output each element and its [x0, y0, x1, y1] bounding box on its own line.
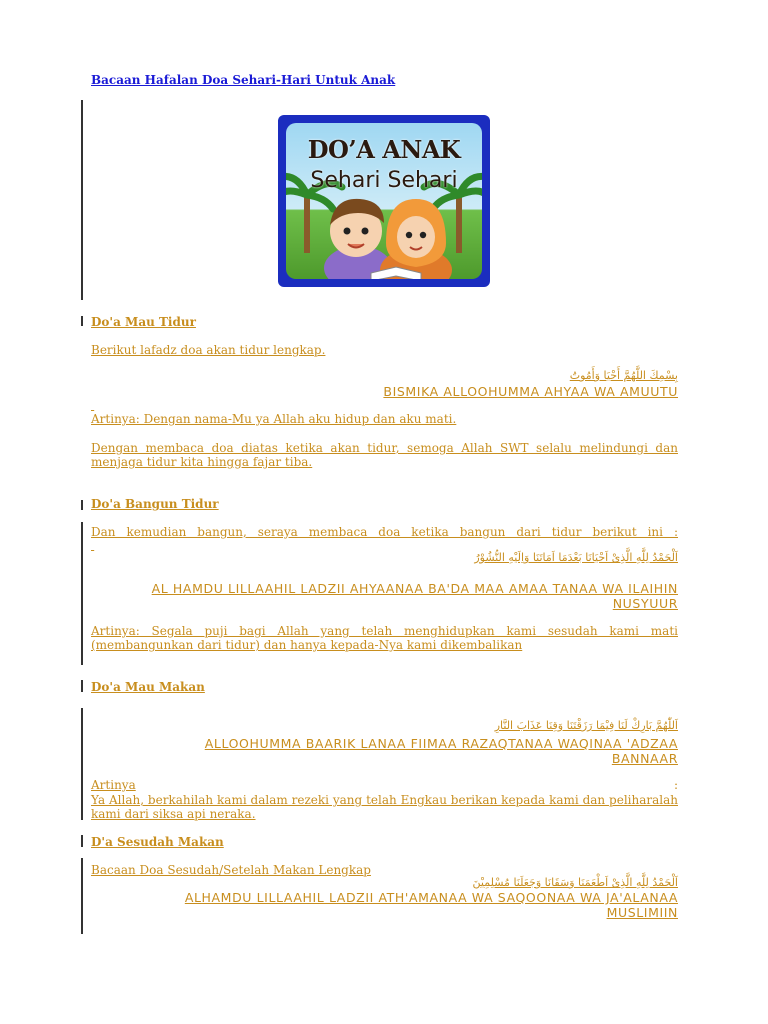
- left-margin-bar: [81, 835, 83, 847]
- meaning-text[interactable]: Artinya: Dengan nama-Mu ya Allah aku hidup dan aku mati.: [91, 412, 457, 426]
- left-margin-bar: [81, 500, 83, 510]
- latin-transliteration: ALHAMDU LILLAAHIL LADZII ATH'AMANAA WA SAQOONAA WA JA'ALANAA MUSLIMIIN: [184, 890, 678, 920]
- meaning-text[interactable]: Artinya: Segala puji bagi Allah yang telah menghidupkan kami sesudah kami mati (membangunkan dari tidur) dan hanya kepada-Nya kami dikembalikan: [91, 624, 678, 652]
- latin-transliteration: AL HAMDU LILLAAHIL LADZII AHYAANAA BA'DA MAA AMAA TANAA WA ILAIHIN NUSYUUR: [151, 581, 678, 611]
- left-margin-bar: [81, 680, 83, 692]
- section-heading-mau-tidur[interactable]: Do'a Mau Tidur: [91, 315, 196, 329]
- document-title-link[interactable]: Bacaan Hafalan Doa Sehari-Hari Untuk Anak: [91, 73, 396, 87]
- left-margin-bar: [81, 858, 83, 934]
- section-heading-sesudah-makan[interactable]: D'a Sesudah Makan: [91, 835, 224, 849]
- banner-title: DO’A ANAK: [307, 135, 461, 164]
- latin-transliteration: ALLOOHUMMA BAARIK LANAA FIIMAA RAZAQTANAA WAQINAA 'ADZAA BANNAAR: [204, 736, 678, 766]
- intro-text[interactable]: Berikut lafadz doa akan tidur lengkap.: [91, 343, 326, 357]
- arabic-text: اَللّٰهُمَّ بَارِكْ لَنَا فِيْمَا رَزَقْتَنَا وَقِنَا عَذَابَ النَّارِ: [494, 719, 678, 732]
- section-heading-mau-makan[interactable]: Do'a Mau Makan: [91, 680, 205, 694]
- intro-text[interactable]: Bacaan Doa Sesudah/Setelah Makan Lengkap: [91, 863, 371, 877]
- note-text[interactable]: Dengan membaca doa diatas ketika akan tidur, semoga Allah SWT selalu melindungi dan menjaga tidur kita hingga fajar tiba.: [91, 441, 678, 469]
- doa-anak-banner-image: [278, 115, 490, 287]
- left-margin-bar: [81, 100, 83, 300]
- arabic-text: اَلْحَمْدُ لِلَّهِ الَّذِىْ اَحْيَانَا بَعْدَمَا اَمَاتَنَا وَاِلَيْهِ النُّشُوْرُ: [474, 551, 678, 564]
- meaning-text[interactable]: Ya Allah, berkahilah kami dalam rezeki yang telah Engkau berikan kepada kami dan peliharalah kami dari siksa api neraka.: [91, 793, 678, 821]
- banner-scene: [286, 123, 482, 279]
- left-margin-bar: [81, 708, 83, 820]
- arabic-text: اَلْحَمْدُ لِلَّهِ الَّذِىْ اَطْعَمَنَا وَسَقَانَا وَجَعَلَنَا مُسْلِمِيْنَ: [472, 876, 678, 889]
- meaning-colon: :: [674, 778, 679, 792]
- meaning-label: Artinya: [91, 778, 136, 792]
- left-margin-bar: [81, 522, 83, 665]
- latin-transliteration: BISMIKA ALLOOHUMMA AHYAA WA AMUUTU: [383, 384, 678, 399]
- banner-subtitle: Sehari Sehari: [310, 168, 458, 193]
- arabic-text: بِسْمِكَ اللَّهُمَّ أَحْيَا وَأَمُوتُ: [569, 369, 678, 382]
- left-margin-bar: [81, 316, 83, 326]
- intro-text[interactable]: Dan kemudian bangun, seraya membaca doa ketika bangun dari tidur berikut ini :: [91, 525, 678, 539]
- section-heading-bangun-tidur[interactable]: Do'a Bangun Tidur: [91, 497, 219, 511]
- blank-underline: [91, 401, 94, 412]
